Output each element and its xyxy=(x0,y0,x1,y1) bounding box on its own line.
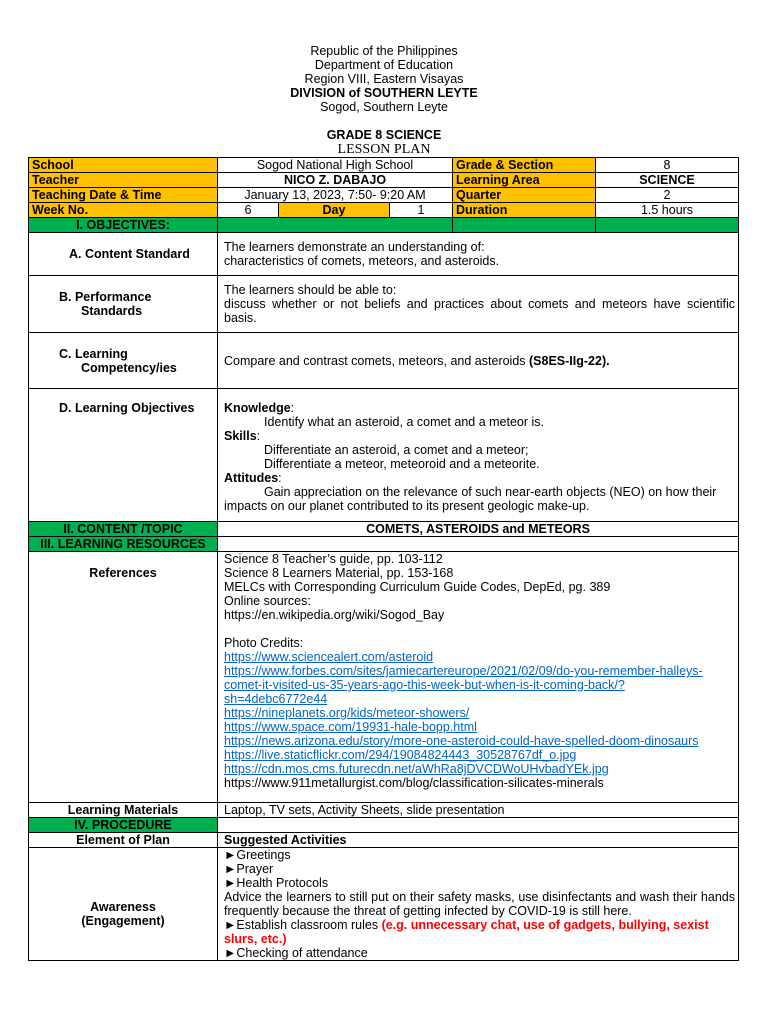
header-line-republic: Republic of the Philippines xyxy=(310,44,458,58)
school-label: School xyxy=(29,158,218,173)
references-label: References xyxy=(29,552,218,803)
ref-911metallurgist: https://www.911metallurgist.com/blog/classification-silicates-minerals xyxy=(224,776,604,790)
link-futurecdn[interactable]: https://cdn.mos.cms.futurecdn.net/aWhRa8jDVCDWoUHvbadYEk.jpg xyxy=(224,762,609,776)
teacher-label: Teacher xyxy=(29,173,218,188)
date-value: January 13, 2023, 7:50- 9:20 AM xyxy=(218,188,453,203)
activity-classroom-rules: ►Establish classroom rules xyxy=(224,918,382,932)
learning-materials-value: Laptop, TV sets, Activity Sheets, slide presentation xyxy=(218,803,739,818)
awareness-label xyxy=(29,848,218,961)
knowledge-text: Identify what an asteroid, a comet and a meteor is. xyxy=(264,415,545,429)
link-space[interactable]: https://www.space.com/19931-hale-bopp.html xyxy=(224,720,477,734)
header-line-deped: Department of Education xyxy=(314,58,454,72)
attitudes-text-1: Gain appreciation on the relevance of such near-earth objects (NEO) on how their xyxy=(264,485,717,499)
photo-credits-label: Photo Credits: xyxy=(224,636,304,650)
link-forbes-3[interactable]: sh=4debc6772e44 xyxy=(224,692,328,706)
activity-prayer: ►Prayer xyxy=(224,862,274,876)
activity-attendance: ►Checking of attendance xyxy=(224,946,368,960)
performance-line-2: discuss whether or not beliefs and practices about comets and meteors have scientific basis. xyxy=(224,297,735,325)
performance-standards-label xyxy=(29,276,218,333)
duration-value: 1.5 hours xyxy=(596,203,739,218)
day-label: Day xyxy=(279,203,390,218)
skills-label: Skills xyxy=(224,429,257,443)
grade-title: GRADE 8 SCIENCE xyxy=(326,128,442,142)
week-value: 6 xyxy=(218,203,279,218)
learning-materials-label: Learning Materials xyxy=(29,803,218,818)
content-standard-label: A. Content Standard xyxy=(29,233,218,276)
learning-resources-empty xyxy=(218,537,739,552)
school-value: Sogod National High School xyxy=(218,158,453,173)
date-label: Teaching Date & Time xyxy=(29,188,218,203)
activity-health-protocols: ►Health Protocols xyxy=(224,876,329,890)
awareness-label-line-1: Awareness xyxy=(90,900,156,914)
skills-text-2: Differentiate a meteor, meteoroid and a meteorite. xyxy=(264,457,540,471)
objectives-heading-fill-3 xyxy=(596,218,739,233)
link-arizona[interactable]: https://news.arizona.edu/story/more-one-asteroid-could-have-spelled-doom-dinosaurs xyxy=(224,734,699,748)
performance-standards-cell xyxy=(218,276,739,333)
performance-line-1: The learners should be able to: xyxy=(224,283,397,297)
learning-area-label: Learning Area xyxy=(453,173,596,188)
ref-learners-material: Science 8 Learners Material, pp. 153-168 xyxy=(224,566,454,580)
week-label: Week No. xyxy=(29,203,218,218)
competency-label xyxy=(29,333,218,389)
content-standard-cell xyxy=(218,233,739,276)
content-topic-heading: II. CONTENT /TOPIC xyxy=(29,522,218,537)
content-standard-line-2: characteristics of comets, meteors, and asteroids. xyxy=(224,254,500,268)
day-value: 1 xyxy=(390,203,453,218)
competency-label-line-1: C. Learning xyxy=(59,346,128,361)
lesson-plan-title: LESSON PLAN xyxy=(337,142,431,157)
objectives-heading-fill xyxy=(218,218,453,233)
competency-label-line-2: Competency/ies xyxy=(81,360,177,375)
attitudes-label: Attitudes xyxy=(224,471,279,485)
header-line-division: DIVISION of SOUTHERN LEYTE xyxy=(290,86,478,100)
learning-objectives-label: D. Learning Objectives xyxy=(29,389,218,522)
duration-label: Duration xyxy=(453,203,596,218)
link-forbes-1[interactable]: https://www.forbes.com/sites/jamiecartereurope/2021/02/09/do-you-remember-halleys- xyxy=(224,664,703,678)
link-nineplanets[interactable]: https://nineplanets.org/kids/meteor-showers/ xyxy=(224,706,470,720)
competency-code: (S8ES-IIg-22). xyxy=(529,353,610,368)
grade-label: Grade & Section xyxy=(453,158,596,173)
link-sciencealert[interactable]: https://www.sciencealert.com/asteroid xyxy=(224,650,434,664)
objectives-heading: I. OBJECTIVES: xyxy=(29,218,218,233)
procedure-empty xyxy=(218,818,739,833)
content-topic-value: COMETS, ASTEROIDS and METEORS xyxy=(218,522,739,537)
attitudes-text-2: impacts on our planet contributed to its present geologic make-up. xyxy=(224,499,590,513)
objectives-heading-fill-2 xyxy=(453,218,596,233)
header-line-region: Region VIII, Eastern Visayas xyxy=(304,72,464,86)
ref-teachers-guide: Science 8 Teacher’s guide, pp. 103-112 xyxy=(224,552,443,566)
skills-text-1: Differentiate an asteroid, a comet and a meteor; xyxy=(264,443,529,457)
procedure-heading: IV. PROCEDURE xyxy=(29,818,218,833)
ref-melcs: MELCs with Corresponding Curriculum Guide Codes, DepEd, pg. 389 xyxy=(224,580,611,594)
competency-cell xyxy=(218,333,739,389)
learning-objectives-cell: Knowledge: Identify what an asteroid, a comet and a meteor is. Skills: Differentiate an asteroid, a comet and a meteor; Differentiate a meteor, meteoroid and a meteorite. Attitudes: Gain appreciation on the relevance of such near-earth objects (NEO) on how their impacts on our planet contributed to its present geologic make-up. xyxy=(218,389,739,522)
performance-label-line-2: Standards xyxy=(81,304,143,318)
classroom-rules-examples: (e.g. unnecessary chat, use of gadgets, bullying, sexist slurs, etc.) xyxy=(224,918,709,946)
grade-value: 8 xyxy=(596,158,739,173)
header-line-location: Sogod, Southern Leyte xyxy=(320,100,448,114)
link-flickr[interactable]: https://live.staticflickr.com/294/19084824443_30528767df_o.jpg xyxy=(224,748,577,762)
ref-wikipedia: https://en.wikipedia.org/wiki/Sogod_Bay xyxy=(224,608,445,622)
lesson-plan-table xyxy=(28,157,739,961)
knowledge-label: Knowledge xyxy=(224,401,291,415)
awareness-label-line-2: (Engagement) xyxy=(81,914,165,928)
ref-online-sources: Online sources: xyxy=(224,594,311,608)
document-header xyxy=(0,0,768,157)
learning-area-value: SCIENCE xyxy=(596,173,739,188)
competency-text: Compare and contrast comets, meteors, and asteroids xyxy=(224,353,530,368)
quarter-label: Quarter xyxy=(453,188,596,203)
teacher-value: NICO Z. DABAJO xyxy=(218,173,453,188)
content-standard-line-1: The learners demonstrate an understanding of: xyxy=(224,240,485,254)
quarter-value: 2 xyxy=(596,188,739,203)
element-of-plan-header: Element of Plan xyxy=(29,833,218,848)
suggested-activities-header: Suggested Activities xyxy=(218,833,739,848)
performance-label-line-1: B. Performance xyxy=(59,290,152,304)
link-forbes-2[interactable]: comet-it-visited-us-35-years-ago-this-week-but-when-is-it-coming-back/? xyxy=(224,678,625,692)
activity-advice: Advice the learners to still put on their safety masks, use disinfectants and wash their hands frequently because the threat of getting infected by COVID-19 is still here. xyxy=(224,890,735,918)
references-cell xyxy=(218,552,739,803)
activity-greetings: ►Greetings xyxy=(224,848,291,862)
awareness-activities-cell xyxy=(218,848,739,961)
learning-resources-heading: III. LEARNING RESOURCES xyxy=(29,537,218,552)
